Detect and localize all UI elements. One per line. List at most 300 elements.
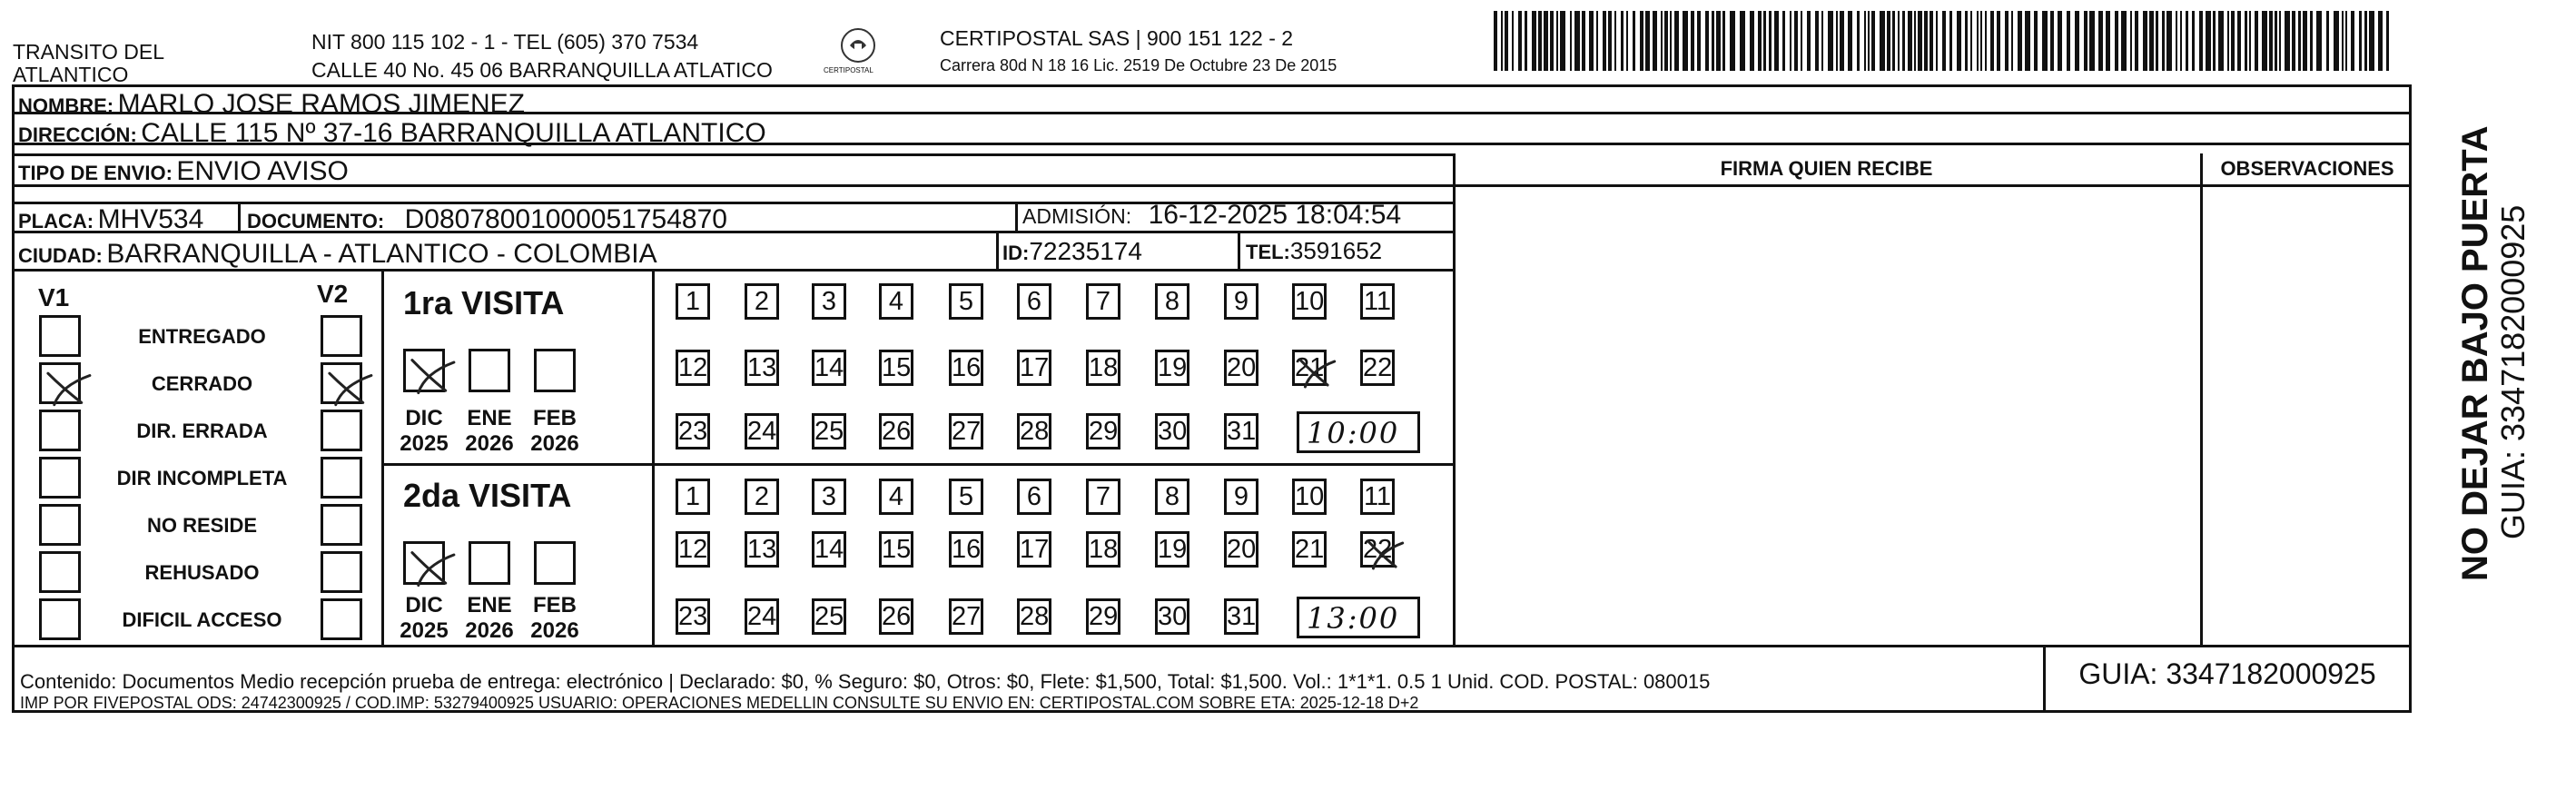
documento-value: D08078001000051754870 bbox=[404, 204, 727, 234]
day-box[interactable] bbox=[1017, 413, 1051, 449]
barcode-bar bbox=[2227, 11, 2229, 71]
barcode-bar bbox=[2042, 11, 2048, 71]
org-name-line1: TRANSITO DEL bbox=[13, 40, 164, 64]
month-year-label: 2025 bbox=[400, 618, 449, 643]
barcode-bar bbox=[2275, 11, 2277, 71]
v2-checkbox[interactable] bbox=[321, 598, 362, 640]
month-checkbox[interactable] bbox=[403, 541, 445, 585]
v2-checkbox[interactable] bbox=[321, 362, 362, 404]
day-box[interactable] bbox=[1155, 413, 1189, 449]
barcode-bar bbox=[1782, 11, 1785, 71]
barcode-bar bbox=[1985, 11, 1987, 71]
day-number: 22 bbox=[1363, 535, 1393, 564]
day-box[interactable] bbox=[879, 598, 913, 635]
barcode-bar bbox=[1774, 11, 1779, 71]
day-box[interactable] bbox=[812, 283, 846, 320]
v1-checkbox[interactable] bbox=[39, 598, 81, 640]
day-box[interactable] bbox=[1086, 350, 1120, 386]
side-guia: GUIA: 3347182000925 bbox=[2494, 204, 2532, 539]
day-number: 9 bbox=[1233, 482, 1249, 511]
month-label: DIC bbox=[405, 406, 443, 430]
status-option-label: NO RESIDE bbox=[146, 514, 258, 537]
handwritten-x-mark bbox=[323, 365, 365, 407]
barcode-bar bbox=[1525, 11, 1527, 71]
day-box[interactable] bbox=[879, 350, 913, 386]
day-number: 11 bbox=[1363, 287, 1392, 316]
barcode-bar bbox=[1957, 11, 1961, 71]
barcode-bar bbox=[2166, 11, 2172, 71]
day-number: 5 bbox=[958, 482, 974, 511]
v2-checkbox[interactable] bbox=[321, 457, 362, 499]
day-box[interactable] bbox=[1155, 531, 1189, 568]
barcode-bar bbox=[1965, 11, 1968, 71]
day-number: 20 bbox=[1227, 535, 1257, 564]
barcode-bar bbox=[1670, 11, 1672, 71]
v1-checkbox[interactable] bbox=[39, 315, 81, 357]
visit-title: 1ra VISITA bbox=[403, 284, 565, 321]
day-number: 2 bbox=[754, 482, 770, 511]
day-number: 14 bbox=[814, 353, 844, 382]
day-number: 13 bbox=[747, 353, 777, 382]
barcode-bar bbox=[1815, 11, 1819, 71]
day-box[interactable] bbox=[1086, 598, 1120, 635]
barcode-bar bbox=[1997, 11, 2000, 71]
barcode-bar bbox=[2269, 11, 2273, 71]
day-number: 9 bbox=[1233, 287, 1249, 316]
day-box[interactable] bbox=[1224, 479, 1258, 515]
day-number: 27 bbox=[952, 602, 982, 631]
v1-checkbox[interactable] bbox=[39, 551, 81, 593]
barcode-bar bbox=[1949, 11, 1952, 71]
day-box[interactable] bbox=[812, 350, 846, 386]
day-box[interactable] bbox=[949, 479, 983, 515]
handwritten-time-box[interactable] bbox=[1297, 597, 1420, 638]
barcode-bar bbox=[1722, 11, 1725, 71]
v1-checkbox[interactable] bbox=[39, 362, 81, 404]
observations-area[interactable] bbox=[2203, 187, 2412, 645]
day-box[interactable] bbox=[1360, 531, 1395, 568]
barcode-bar bbox=[2249, 11, 2251, 71]
day-box[interactable] bbox=[1224, 283, 1258, 320]
side-warning: NO DEJAR BAJO PUERTA bbox=[2455, 125, 2495, 581]
handwritten-time-box[interactable] bbox=[1297, 411, 1420, 453]
barcode-bar bbox=[1705, 11, 1709, 71]
barcode-bar bbox=[2115, 11, 2118, 71]
day-number: 3 bbox=[821, 482, 837, 511]
barcode-bar bbox=[1626, 11, 1628, 71]
barcode-bar bbox=[1661, 11, 1663, 71]
barcode-bar bbox=[1807, 11, 1811, 71]
barcode-bar bbox=[2149, 11, 2154, 71]
v2-checkbox[interactable] bbox=[321, 504, 362, 546]
day-box[interactable] bbox=[1017, 598, 1051, 635]
month-label: DIC bbox=[405, 593, 443, 617]
barcode-bar bbox=[2180, 11, 2182, 71]
barcode-bar bbox=[2310, 11, 2313, 71]
direccion-label: DIRECCIÓN: bbox=[18, 123, 137, 146]
barcode-bar bbox=[1930, 11, 1933, 71]
day-box[interactable] bbox=[1292, 350, 1327, 386]
signature-area[interactable] bbox=[1456, 187, 2200, 645]
status-option-label: DIR INCOMPLETA bbox=[116, 467, 288, 489]
day-box[interactable] bbox=[1155, 283, 1189, 320]
barcode-bar bbox=[1857, 11, 1860, 71]
day-number: 6 bbox=[1026, 287, 1042, 316]
day-box[interactable] bbox=[949, 598, 983, 635]
day-number: 19 bbox=[1158, 535, 1188, 564]
day-box[interactable] bbox=[745, 531, 779, 568]
day-box[interactable] bbox=[1360, 479, 1395, 515]
day-box[interactable] bbox=[949, 350, 983, 386]
id-row bbox=[1002, 237, 1142, 266]
day-number: 28 bbox=[1020, 602, 1050, 631]
day-number: 11 bbox=[1363, 482, 1392, 511]
day-number: 12 bbox=[678, 353, 708, 382]
day-number: 7 bbox=[1095, 482, 1111, 511]
org-name-line2: ATLANTICO bbox=[13, 63, 129, 86]
barcode-bar bbox=[1794, 11, 1798, 71]
day-number: 23 bbox=[678, 417, 708, 446]
day-box[interactable] bbox=[812, 531, 846, 568]
barcode-bar bbox=[1936, 11, 1938, 71]
observaciones-header: OBSERVACIONES bbox=[2220, 157, 2394, 180]
day-number: 14 bbox=[814, 535, 844, 564]
month-checkbox[interactable] bbox=[403, 349, 445, 392]
barcode-bar bbox=[1942, 11, 1946, 71]
day-box[interactable] bbox=[745, 479, 779, 515]
month-checkbox[interactable] bbox=[534, 541, 576, 585]
day-number: 20 bbox=[1227, 353, 1257, 382]
guia-footer: GUIA: 3347182000925 bbox=[2078, 657, 2376, 690]
barcode-bar bbox=[2334, 11, 2339, 71]
barcode-bar bbox=[1633, 11, 1635, 71]
tipo-label: TIPO DE ENVIO: bbox=[18, 162, 173, 184]
day-box[interactable] bbox=[1224, 598, 1258, 635]
day-box[interactable] bbox=[676, 413, 710, 449]
day-box[interactable] bbox=[1017, 479, 1051, 515]
day-box[interactable] bbox=[676, 531, 710, 568]
barcode-bar bbox=[2206, 11, 2211, 71]
barcode-bar bbox=[2213, 11, 2216, 71]
day-number: 10 bbox=[1295, 287, 1325, 316]
status-option-label: DIFICIL ACCESO bbox=[122, 608, 282, 631]
day-box[interactable] bbox=[812, 598, 846, 635]
day-number: 3 bbox=[821, 287, 837, 316]
barcode-bar bbox=[2199, 11, 2203, 71]
barcode-bar bbox=[1836, 11, 1838, 71]
barcode-bar bbox=[1538, 11, 1542, 71]
month-checkbox[interactable] bbox=[469, 541, 510, 585]
day-number: 30 bbox=[1158, 417, 1188, 446]
tel-label: TEL: bbox=[1246, 241, 1290, 263]
day-number: 22 bbox=[1363, 353, 1393, 382]
day-number: 25 bbox=[814, 602, 844, 631]
day-box[interactable] bbox=[1292, 479, 1327, 515]
barcode-bar bbox=[1887, 11, 1890, 71]
barcode-bar bbox=[1740, 11, 1745, 71]
day-box[interactable] bbox=[949, 413, 983, 449]
barcode-bar bbox=[1848, 11, 1852, 71]
barcode-bar bbox=[1716, 11, 1721, 71]
day-box[interactable] bbox=[745, 350, 779, 386]
ciudad-value: BARRANQUILLA - ATLANTICO - COLOMBIA bbox=[106, 239, 657, 269]
day-box[interactable] bbox=[745, 283, 779, 320]
barcode-bar bbox=[1501, 11, 1503, 71]
day-box[interactable] bbox=[745, 413, 779, 449]
barcode-bar bbox=[1556, 11, 1558, 71]
admision-row bbox=[1022, 200, 1401, 231]
day-box[interactable] bbox=[1086, 413, 1120, 449]
barcode-bar bbox=[1908, 11, 1912, 71]
day-box[interactable] bbox=[1224, 413, 1258, 449]
day-number: 15 bbox=[882, 353, 912, 382]
day-box[interactable] bbox=[1360, 350, 1395, 386]
day-number: 31 bbox=[1227, 602, 1257, 631]
visit-title: 2da VISITA bbox=[403, 477, 572, 514]
tipo-row bbox=[18, 156, 349, 187]
day-box[interactable] bbox=[1155, 479, 1189, 515]
direccion-row bbox=[18, 118, 766, 149]
day-number: 7 bbox=[1095, 287, 1111, 316]
month-label: FEB bbox=[533, 406, 577, 430]
barcode-bar bbox=[1750, 11, 1754, 71]
day-number: 1 bbox=[685, 287, 701, 316]
month-year-label: 2026 bbox=[465, 618, 514, 643]
day-box[interactable] bbox=[1086, 479, 1120, 515]
month-checkbox[interactable] bbox=[534, 349, 576, 392]
barcode-bar bbox=[1596, 11, 1598, 71]
barcode-bar bbox=[2364, 11, 2367, 71]
barcode-bar bbox=[1828, 11, 1833, 71]
handwritten-time: 10:00 bbox=[1307, 416, 1400, 450]
day-number: 28 bbox=[1020, 417, 1050, 446]
barcode-bar bbox=[1970, 11, 1972, 71]
handwritten-x-mark bbox=[406, 544, 448, 588]
barcode-bar bbox=[2218, 11, 2224, 71]
day-box[interactable] bbox=[812, 479, 846, 515]
barcode-bar bbox=[1758, 11, 1762, 71]
barcode-bar bbox=[1570, 11, 1572, 71]
barcode-bar bbox=[1892, 11, 1895, 71]
firma-header: FIRMA QUIEN RECIBE bbox=[1720, 157, 1933, 180]
day-box[interactable] bbox=[949, 531, 983, 568]
day-box[interactable] bbox=[1224, 531, 1258, 568]
barcode-bar bbox=[1608, 11, 1612, 71]
barcode-bar bbox=[2359, 11, 2362, 71]
day-box[interactable] bbox=[745, 598, 779, 635]
day-box[interactable] bbox=[1086, 283, 1120, 320]
nombre-label: NOMBRE: bbox=[18, 94, 114, 117]
day-box[interactable] bbox=[1292, 283, 1327, 320]
barcode-bar bbox=[1914, 11, 1916, 71]
day-box[interactable] bbox=[812, 413, 846, 449]
documento-label: DOCUMENTO: bbox=[247, 210, 385, 232]
barcode-bar bbox=[1790, 11, 1791, 71]
documento-row bbox=[247, 204, 727, 235]
id-label: ID: bbox=[1002, 242, 1030, 264]
day-box[interactable] bbox=[1155, 350, 1189, 386]
barcode-bar bbox=[1494, 11, 1497, 71]
barcode-bar bbox=[2279, 11, 2281, 71]
day-number: 8 bbox=[1164, 482, 1180, 511]
handwritten-x-mark bbox=[42, 365, 84, 407]
day-box[interactable] bbox=[1360, 283, 1395, 320]
barcode-bar bbox=[1544, 11, 1548, 71]
tel-value: 3591652 bbox=[1289, 237, 1383, 264]
day-box[interactable] bbox=[879, 283, 913, 320]
day-number: 18 bbox=[1089, 535, 1119, 564]
month-label: ENE bbox=[467, 406, 512, 430]
day-box[interactable] bbox=[1017, 350, 1051, 386]
barcode-bar bbox=[2369, 11, 2374, 71]
day-number: 23 bbox=[678, 602, 708, 631]
day-number: 26 bbox=[882, 602, 912, 631]
barcode-bar bbox=[2386, 11, 2389, 71]
day-number: 12 bbox=[678, 535, 708, 564]
barcode-bar bbox=[2098, 11, 2103, 71]
barcode-bar bbox=[1697, 11, 1701, 71]
v2-checkbox[interactable] bbox=[321, 315, 362, 357]
admision-label: ADMISIÓN: bbox=[1022, 204, 1132, 228]
barcode-bar bbox=[1640, 11, 1643, 71]
barcode-bar bbox=[2058, 11, 2062, 71]
nombre-value: MARLO JOSE RAMOS JIMENEZ bbox=[117, 89, 525, 119]
day-number: 21 bbox=[1295, 535, 1325, 564]
month-year-label: 2026 bbox=[465, 431, 514, 456]
barcode-bar bbox=[2084, 11, 2087, 71]
barcode-bar bbox=[2245, 11, 2247, 71]
barcode-bar bbox=[2231, 11, 2235, 71]
barcode-bar bbox=[1674, 11, 1679, 71]
barcode-bar bbox=[1840, 11, 1844, 71]
barcode-bar bbox=[2186, 11, 2188, 71]
day-box[interactable] bbox=[1017, 531, 1051, 568]
barcode-bar bbox=[1550, 11, 1554, 71]
barcode-bar bbox=[2342, 11, 2344, 71]
barcode-bar bbox=[1614, 11, 1616, 71]
day-box[interactable] bbox=[676, 350, 710, 386]
barcode-bar bbox=[2292, 11, 2295, 71]
barcode-bar bbox=[2025, 11, 2030, 71]
barcode bbox=[1494, 11, 2402, 74]
month-checkbox[interactable] bbox=[469, 349, 510, 392]
barcode-bar bbox=[1990, 11, 1994, 71]
address-line: CALLE 40 No. 45 06 BARRANQUILLA ATLATICO bbox=[311, 58, 773, 82]
day-box[interactable] bbox=[676, 598, 710, 635]
status-option-label: CERRADO bbox=[151, 372, 253, 395]
v2-checkbox[interactable] bbox=[321, 410, 362, 451]
day-box[interactable] bbox=[949, 283, 983, 320]
handwritten-x-mark bbox=[1295, 352, 1329, 389]
day-number: 17 bbox=[1020, 353, 1050, 382]
barcode-bar bbox=[2345, 11, 2347, 71]
barcode-bar bbox=[1769, 11, 1772, 71]
v1-checkbox[interactable] bbox=[39, 410, 81, 451]
barcode-bar bbox=[1801, 11, 1802, 71]
barcode-bar bbox=[2121, 11, 2127, 71]
barcode-bar bbox=[1918, 11, 1922, 71]
day-number: 15 bbox=[882, 535, 912, 564]
v1-checkbox[interactable] bbox=[39, 457, 81, 499]
barcode-bar bbox=[1868, 11, 1870, 71]
day-number: 16 bbox=[952, 535, 982, 564]
day-box[interactable] bbox=[1086, 531, 1120, 568]
barcode-bar bbox=[2303, 11, 2307, 71]
barcode-bar bbox=[2143, 11, 2147, 71]
contenido-text: Contenido: Documentos Medio recepción prueba de entrega: electrónico | Declarado: $0, % Seguro: $0, Otros: $0, Flete: $1,500, Total: $1,500. Vol.: 1*1*1. 0.5 1 Unid. COD. POSTAL: 080015 bbox=[20, 670, 1711, 693]
day-box[interactable] bbox=[1292, 531, 1327, 568]
day-box[interactable] bbox=[879, 531, 913, 568]
barcode-bar bbox=[1664, 11, 1668, 71]
day-box[interactable] bbox=[1017, 283, 1051, 320]
barcode-bar bbox=[1880, 11, 1885, 71]
barcode-bar bbox=[2262, 11, 2267, 71]
barcode-bar bbox=[2005, 11, 2008, 71]
placa-value: MHV534 bbox=[97, 204, 204, 234]
month-year-label: 2025 bbox=[400, 431, 449, 456]
barcode-bar bbox=[1603, 11, 1606, 71]
day-number: 2 bbox=[754, 287, 770, 316]
day-box[interactable] bbox=[676, 283, 710, 320]
month-label: FEB bbox=[533, 593, 577, 617]
handwritten-time: 13:00 bbox=[1307, 601, 1400, 636]
barcode-bar bbox=[2176, 11, 2177, 71]
barcode-bar bbox=[1589, 11, 1594, 71]
barcode-bar bbox=[1645, 11, 1650, 71]
day-number: 10 bbox=[1295, 482, 1325, 511]
day-number: 8 bbox=[1164, 287, 1180, 316]
barcode-bar bbox=[1924, 11, 1928, 71]
day-number: 16 bbox=[952, 353, 982, 382]
v1-checkbox[interactable] bbox=[39, 504, 81, 546]
barcode-bar bbox=[2106, 11, 2110, 71]
barcode-bar bbox=[2067, 11, 2070, 71]
barcode-bar bbox=[1505, 11, 1508, 71]
barcode-bar bbox=[2130, 11, 2132, 71]
barcode-bar bbox=[1691, 11, 1694, 71]
day-number: 24 bbox=[747, 602, 777, 631]
day-number: 25 bbox=[814, 417, 844, 446]
v2-checkbox[interactable] bbox=[321, 551, 362, 593]
barcode-bar bbox=[1730, 11, 1735, 71]
day-number: 26 bbox=[882, 417, 912, 446]
barcode-bar bbox=[2237, 11, 2241, 71]
v1-label: V1 bbox=[38, 283, 70, 311]
placa-row bbox=[18, 204, 203, 235]
day-number: 4 bbox=[888, 482, 904, 511]
day-box[interactable] bbox=[1155, 598, 1189, 635]
logo-text: CERTIPOSTAL bbox=[824, 66, 873, 74]
barcode-bar bbox=[1621, 11, 1624, 71]
direccion-value: CALLE 115 Nº 37-16 BARRANQUILLA ATLANTICO bbox=[141, 118, 766, 148]
barcode-bar bbox=[2285, 11, 2290, 71]
day-box[interactable] bbox=[879, 413, 913, 449]
barcode-bar bbox=[2192, 11, 2195, 71]
month-label: ENE bbox=[467, 593, 512, 617]
day-box[interactable] bbox=[1224, 350, 1258, 386]
v2-label: V2 bbox=[317, 280, 349, 308]
handwritten-x-mark bbox=[406, 351, 448, 395]
barcode-bar bbox=[1864, 11, 1866, 71]
nit-line: NIT 800 115 102 - 1 - TEL (605) 370 7534 bbox=[311, 30, 699, 54]
license-line: Carrera 80d N 18 16 Lic. 2519 De Octubre 23 De 2015 bbox=[940, 56, 1337, 74]
day-number: 19 bbox=[1158, 353, 1188, 382]
day-number: 24 bbox=[747, 417, 777, 446]
day-box[interactable] bbox=[676, 479, 710, 515]
status-option-label: ENTREGADO bbox=[138, 325, 266, 348]
day-box[interactable] bbox=[879, 479, 913, 515]
nombre-row bbox=[18, 89, 525, 120]
